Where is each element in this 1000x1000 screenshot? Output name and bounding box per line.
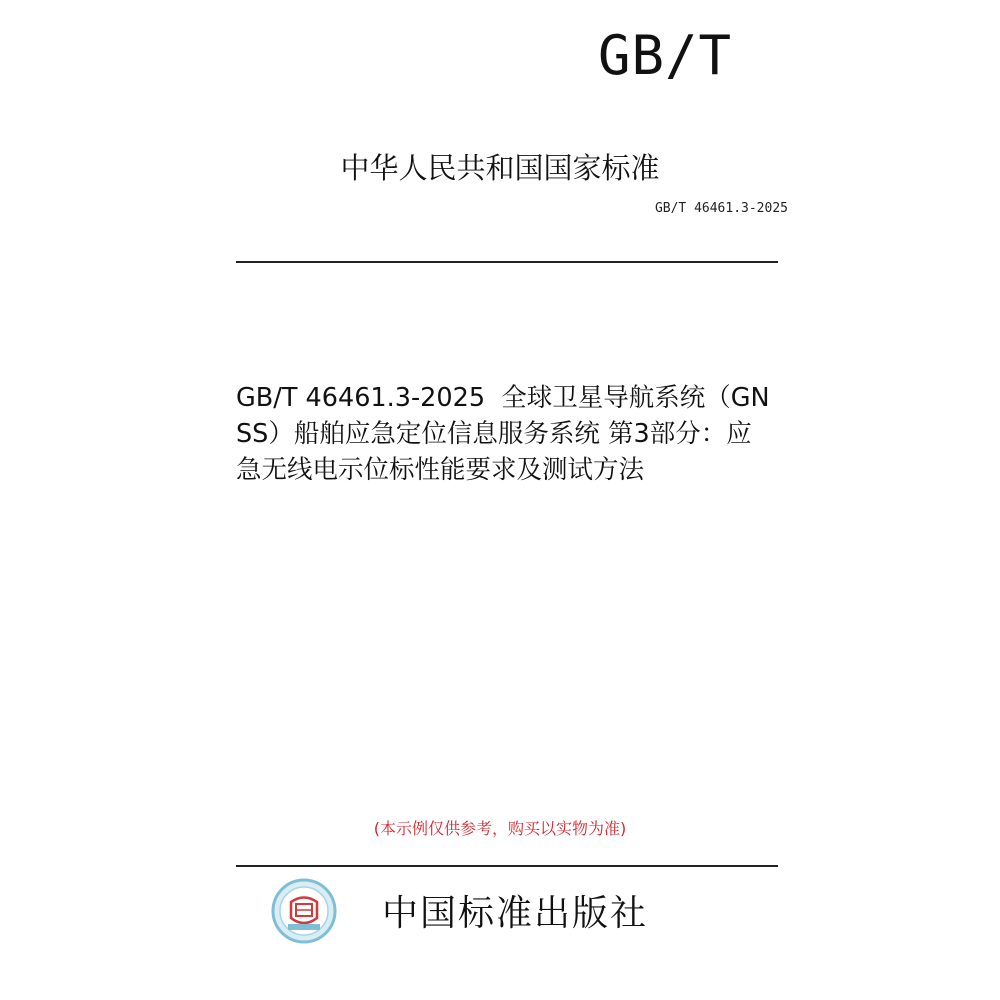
document-title: GB/T 46461.3-2025 全球卫星导航系统（GNSS）船舶应急定位信息服务系统 第3部分：应急无线电示位标性能要求及测试方法 (236, 383, 770, 485)
sample-disclaimer: (本示例仅供参考，购买以实物为准) (373, 819, 627, 838)
publisher-name: 中国标准出版社 (382, 893, 649, 934)
publisher-seal-icon (271, 878, 337, 944)
gbt-mark: GB/T (598, 24, 733, 87)
standard-code: GB/T 46461.3-2025 (654, 201, 788, 216)
top-divider (236, 261, 778, 263)
bottom-divider (236, 865, 778, 867)
national-standard-heading: 中华人民共和国国家标准 (340, 151, 660, 185)
